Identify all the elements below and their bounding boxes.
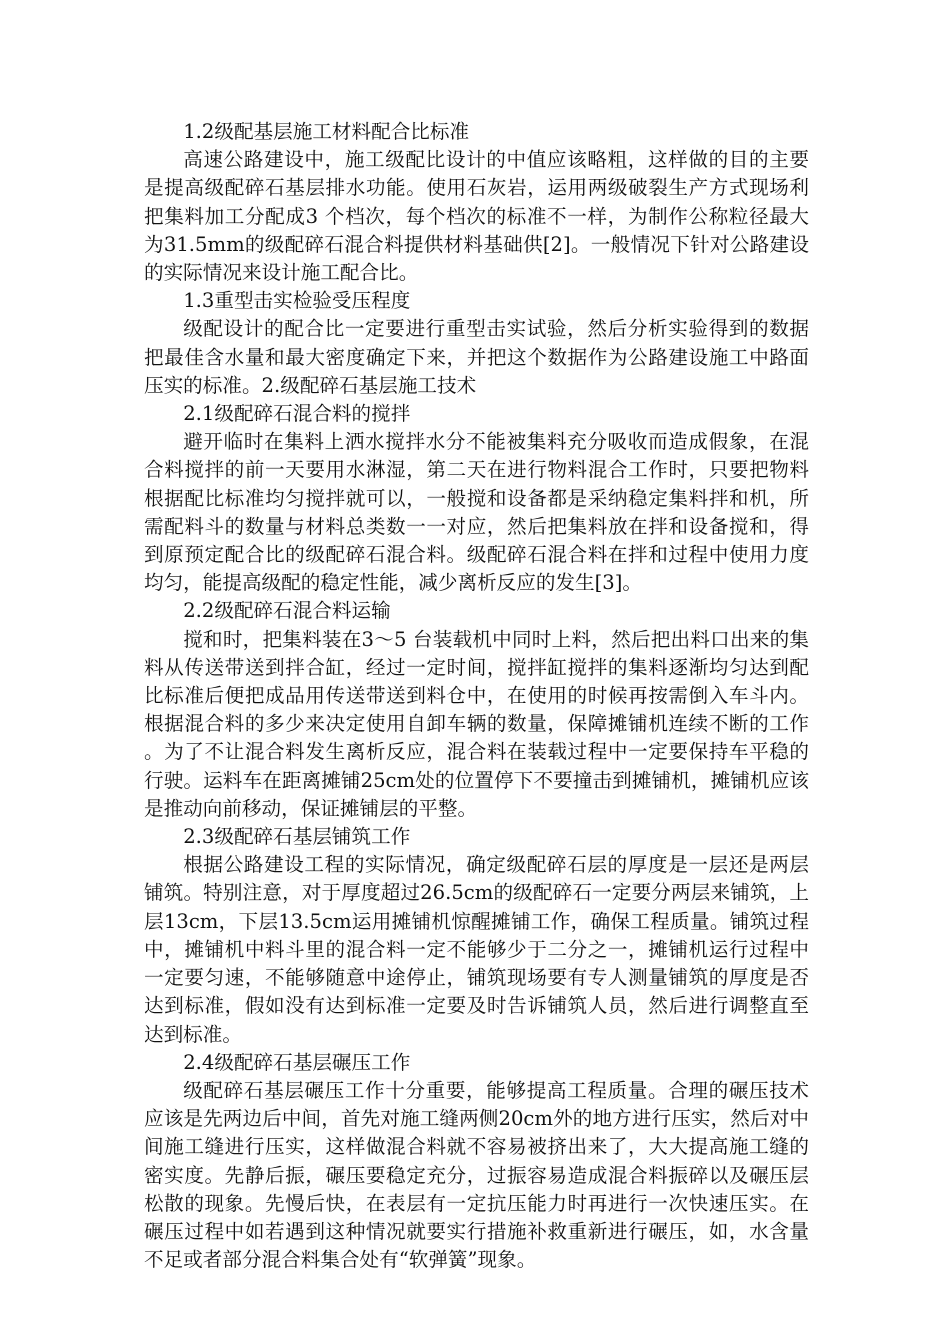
heading-2-1: 2.1级配碎石混合料的搅拌 bbox=[183, 402, 411, 426]
heading-2-4: 2.4级配碎石基层碾压工作 bbox=[183, 1050, 411, 1074]
heading-2-3: 2.3级配碎石基层铺筑工作 bbox=[183, 825, 411, 849]
paragraph-2-4: 级配碎石基层碾压工作十分重要，能够提高工程质量。合理的碾压技术应该是先两边后中间，首先对施工缝两侧20cm外的地方进行压实，然后对中间施工缝进行压实，这样做混合料就不容易被挤出来了，大大提高施工缝的密实度。先静后振，碾压要稳定充分，过振容易造成混合料振碎以及碾压层松散的现象。先慢后快，在表层有一定抗压能力时再进行一次快速压实。在碾压过程中如若遇到这种情况就要实行措施补救重新进行碾压，如，水含量不足或者部分混合料集合处有“软弹簧”现象。 bbox=[144, 1078, 809, 1272]
paragraph-1-2: 高速公路建设中，施工级配比设计的中值应该略粗，这样做的目的主要是提高级配碎石基层排水功能。使用石灰岩，运用两级破裂生产方式现场利把集料加工分配成3 个档次，每个档次的标准不一样，为制作公称粒径最大为31.5mm的级配碎石混合料提供材料基础供[2]。一般情况下针对公路建设的实际情况来设计施工配合比。 bbox=[144, 148, 809, 285]
paragraph-2-2: 搅和时，把集料装在3～5 台装载机中同时上料，然后把出料口出来的集料从传送带送到拌合缸，经过一定时间，搅拌缸搅拌的集料逐渐均匀达到配比标准后便把成品用传送带送到料仓中，在使用的时候再按需倒入车斗内。根据混合料的多少来决定使用自卸车辆的数量，保障摊铺机连续不断的工作。为了不让混合料发生离析反应，混合料在装载过程中一定要保持车平稳的行驶。运料车在距离摊铺25cm处的位置停下不要撞击到摊铺机，摊铺机应该是推动向前移动，保证摊铺层的平整。 bbox=[144, 627, 809, 820]
heading-1-2: 1.2级配基层施工材料配合比标准 bbox=[183, 120, 470, 143]
paragraph-2-3: 根据公路建设工程的实际情况，确定级配碎石层的厚度是一层还是两层铺筑。特别注意，对于厚度超过26.5cm的级配碎石一定要分两层来铺筑，上层13cm，下层13.5cm运用摊铺机惊醒摊铺工作，确保工程质量。铺筑过程中，摊铺机中料斗里的混合料一定不能够少于二分之一，摊铺机运行过程中一定要匀速，不能够随意中途停止，铺筑现场要有专人测量铺筑的厚度是否达到标准，假如没有达到标准一定要及时告诉铺筑人员，然后进行调整直至达到标准。 bbox=[144, 853, 809, 1046]
heading-2-2: 2.2级配碎石混合料运输 bbox=[183, 599, 391, 623]
heading-1-3: 1.3重型击实检验受压程度 bbox=[183, 289, 411, 313]
document-body bbox=[144, 118, 809, 1274]
paragraph-2-1: 避开临时在集料上洒水搅拌水分不能被集料充分吸收而造成假象，在混合料搅拌的前一天要用水淋湿，第二天在进行物料混合工作时，只要把物料根据配比标准均匀搅拌就可以，一般搅和设备都是采纳稳定集料拌和机，所需配料斗的数量与材料总类数一一对应，然后把集料放在拌和设备搅和，得到原预定配合比的级配碎石混合料。级配碎石混合料在拌和过程中使用力度均匀，能提高级配的稳定性能，减少离析反应的发生[3]。 bbox=[144, 430, 809, 595]
paragraph-1-3: 级配设计的配合比一定要进行重型击实试验，然后分析实验得到的数据把最佳含水量和最大密度确定下来，并把这个数据作为公路建设施工中路面压实的标准。2.级配碎石基层施工技术 bbox=[144, 317, 809, 397]
